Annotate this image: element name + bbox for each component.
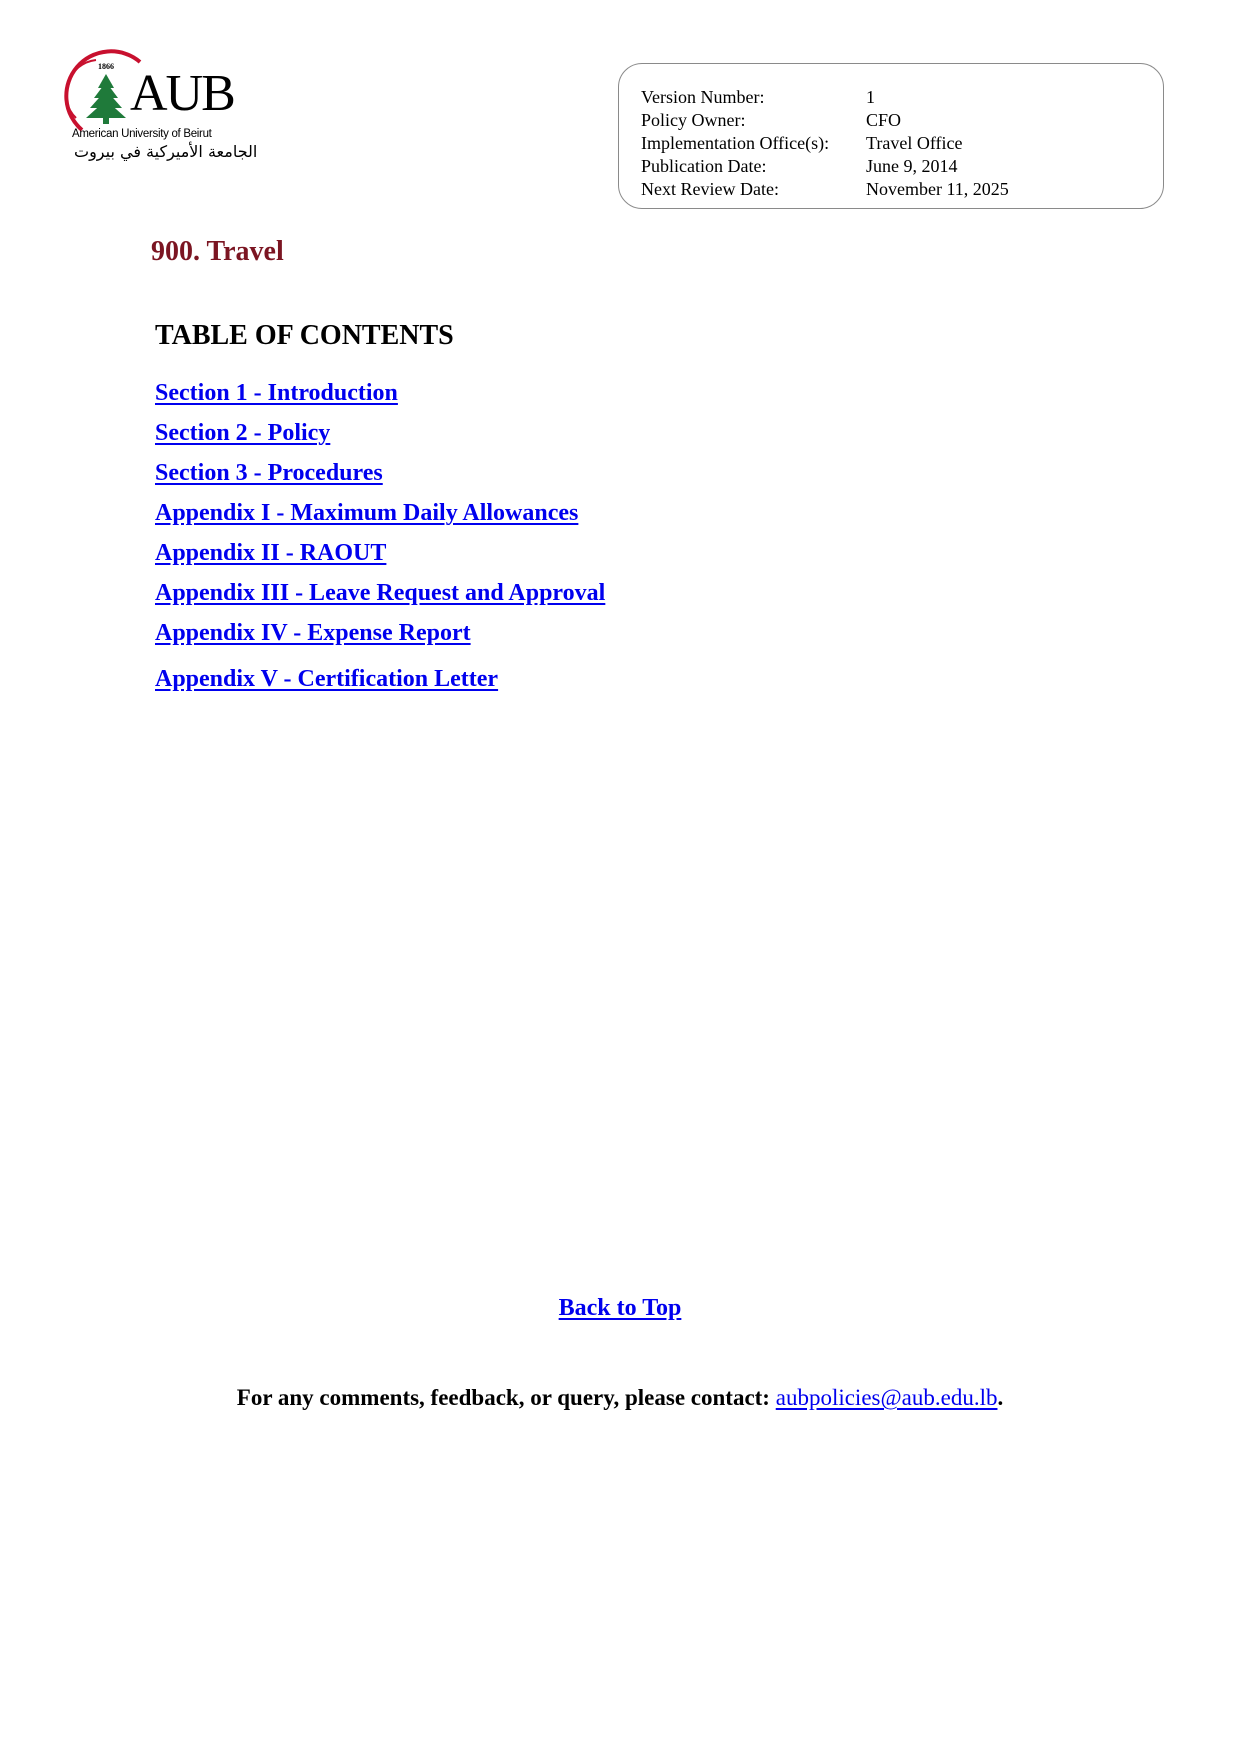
logo-name: AUB [130, 65, 234, 122]
logo-arabic-name: الجامعة الأميركية في بيروت [74, 142, 258, 161]
contact-email-link[interactable]: aubpolicies@aub.edu.lb [775, 1385, 998, 1410]
metadata-row-publication-date [641, 155, 1009, 178]
metadata-row-implementation-office [641, 132, 1009, 155]
metadata-row-next-review-date [641, 178, 1009, 201]
policy-metadata-table [641, 86, 1009, 201]
metadata-label: Next Review Date: [641, 179, 779, 199]
toc-link-section-3[interactable]: Section 3 - Procedures [155, 460, 383, 486]
metadata-label: Version Number: [641, 87, 765, 107]
metadata-row-version [641, 86, 1009, 109]
logo-year: 1866 [98, 62, 114, 71]
toc-link-appendix-4[interactable]: Appendix IV - Expense Report [155, 620, 471, 646]
toc-link-appendix-5[interactable]: Appendix V - Certification Letter [155, 666, 499, 692]
metadata-value: November 11, 2025 [866, 179, 1009, 199]
toc-item [155, 573, 605, 613]
toc-item [155, 413, 605, 453]
toc-link-appendix-2[interactable]: Appendix II - RAOUT [155, 540, 387, 566]
toc-link-section-2[interactable]: Section 2 - Policy [155, 420, 331, 446]
logo-english-name: American University of Beirut [72, 128, 212, 140]
back-to-top-link[interactable]: Back to Top [558, 1295, 682, 1321]
contact-suffix: . [997, 1385, 1004, 1410]
metadata-value: CFO [866, 110, 902, 130]
policy-title: 900. Travel [151, 236, 284, 267]
toc-item [155, 659, 605, 699]
policy-metadata-box [618, 63, 1164, 209]
aub-logo [62, 48, 258, 166]
metadata-row-owner [641, 109, 1009, 132]
toc-item [155, 493, 605, 533]
back-to-top-row [0, 1295, 1240, 1322]
metadata-label: Policy Owner: [641, 110, 746, 130]
toc-link-section-1[interactable]: Section 1 - Introduction [155, 380, 398, 406]
contact-prefix: For any comments, feedback, or query, please contact: [236, 1385, 776, 1410]
toc-item [155, 533, 605, 573]
toc-item [155, 453, 605, 493]
contact-line [0, 1385, 1240, 1411]
toc-heading: TABLE OF CONTENTS [155, 320, 454, 351]
metadata-value: June 9, 2014 [866, 156, 958, 176]
metadata-label: Publication Date: [641, 156, 767, 176]
toc-link-appendix-1[interactable]: Appendix I - Maximum Daily Allowances [155, 500, 579, 526]
metadata-value: Travel Office [866, 133, 963, 153]
toc-item [155, 373, 605, 413]
toc-item [155, 613, 605, 653]
metadata-value: 1 [866, 87, 875, 107]
toc-link-appendix-3[interactable]: Appendix III - Leave Request and Approval [155, 580, 606, 606]
metadata-label: Implementation Office(s): [641, 133, 830, 153]
table-of-contents [155, 373, 605, 699]
